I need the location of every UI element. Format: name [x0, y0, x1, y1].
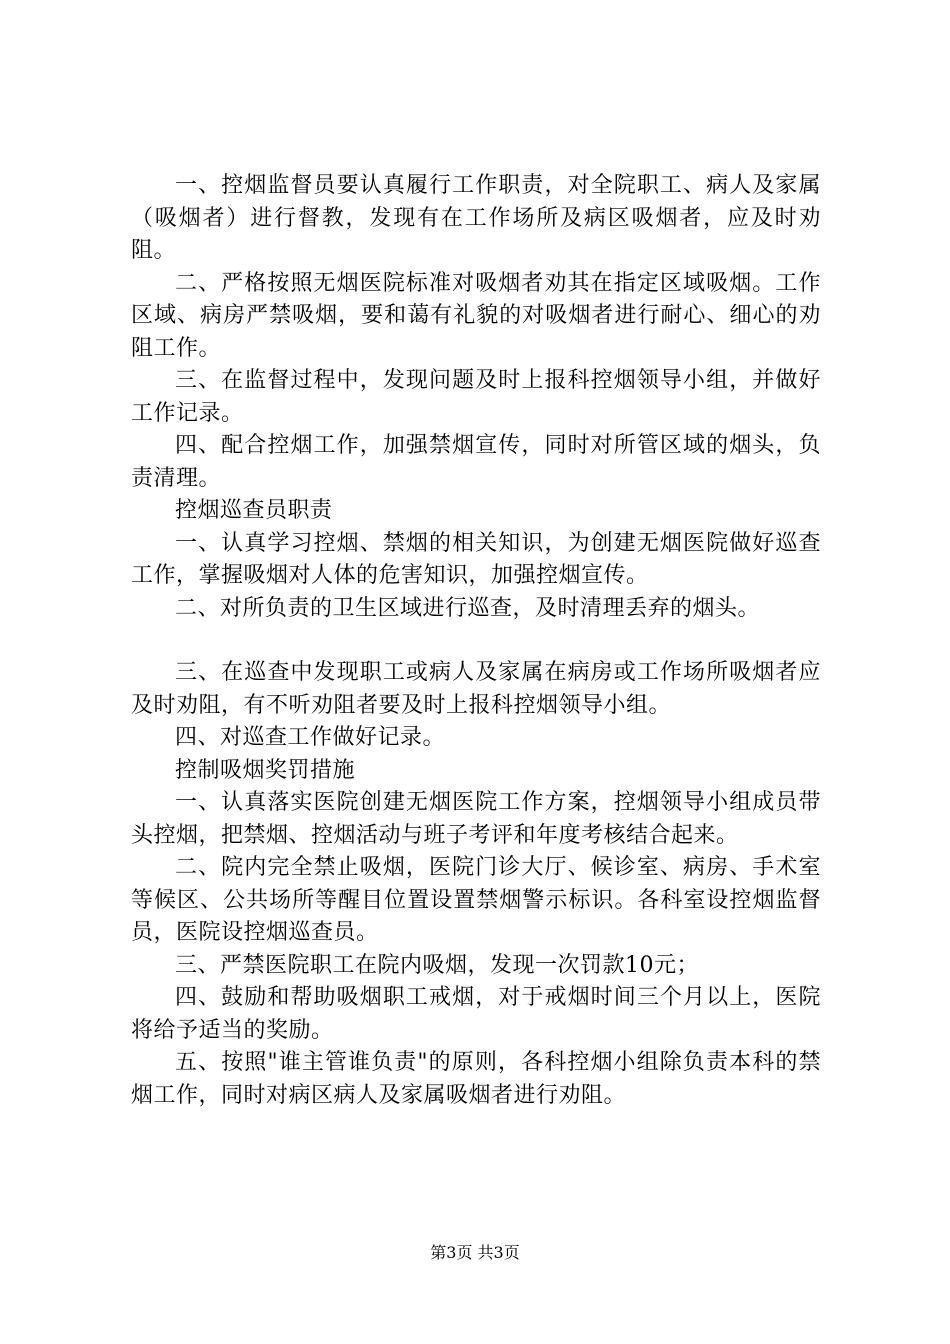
paragraph-supervisor-duty-3: 三、在监督过程中，发现问题及时上报科控烟领导小组，并做好工作记录。: [131, 368, 821, 426]
paragraph-measure-1: 一、认真落实医院创建无烟医院工作方案，控烟领导小组成员带头控烟，把禁烟、控烟活动与班子考评和年度考核结合起来。: [131, 790, 821, 848]
paragraph-patrol-duty-3: 三、在巡查中发现职工或病人及家属在病房或工作场所吸烟者应及时劝阻，有不听劝阻者要及时上报科控烟领导小组。: [131, 660, 821, 718]
paragraph-patrol-duty-1: 一、认真学习控烟、禁烟的相关知识，为创建无烟医院做好巡查工作，掌握吸烟对人体的危害知识，加强控烟宣传。: [131, 530, 821, 588]
page-number-footer: 第3页 共3页: [430, 1243, 520, 1262]
paragraph-supervisor-duty-1: 一、控烟监督员要认真履行工作职责，对全院职工、病人及家属（吸烟者）进行督教，发现有在工作场所及病区吸烟者，应及时劝阻。: [131, 173, 821, 263]
paragraph-gap: [131, 625, 821, 657]
paragraph-patrol-duty-2: 二、对所负责的卫生区域进行巡查，及时清理丢弃的烟头。: [175, 595, 761, 621]
paragraph-patrol-duty-4: 四、对巡查工作做好记录。: [175, 725, 446, 750]
paragraph-measure-3: 三、严禁医院职工在院内吸烟，发现一次罚款10元；: [175, 952, 699, 978]
paragraph-measure-5: 五、按照"谁主管谁负责"的原则，各科控烟小组除负责本科的禁烟工作，同时对病区病人及家属吸烟者进行劝阻。: [131, 1050, 821, 1108]
paragraph-measure-2: 二、院内完全禁止吸烟，医院门诊大厅、候诊室、病房、手术室等候区、公共场所等醒目位置设置禁烟警示标识。各科室设控烟监督员，医院设控烟巡查员。: [131, 855, 821, 945]
document-body: [131, 170, 821, 1112]
paragraph-supervisor-duty-4: 四、配合控烟工作，加强禁烟宣传，同时对所管区域的烟头，负责清理。: [131, 433, 821, 491]
section-heading-reward-penalty: 控制吸烟奖罚措施: [175, 757, 356, 783]
section-heading-patrol-duties: 控烟巡查员职责: [175, 498, 333, 523]
paragraph-supervisor-duty-2: 二、严格按照无烟医院标准对吸烟者劝其在指定区域吸烟。工作区域、病房严禁吸烟，要和蔼有礼貌的对吸烟者进行耐心、细心的劝阻工作。: [131, 270, 821, 361]
paragraph-measure-4: 四、鼓励和帮助吸烟职工戒烟，对于戒烟时间三个月以上，医院将给予适当的奖励。: [131, 985, 821, 1043]
